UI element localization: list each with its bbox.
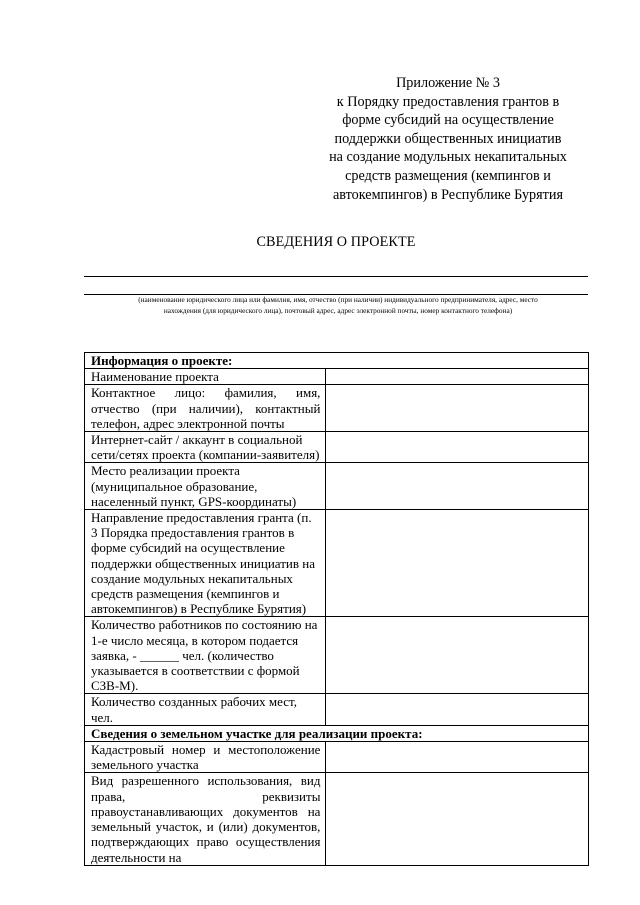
row-value-cell[interactable] xyxy=(326,385,589,432)
row-label: Вид разрешенного использования, вид права, реквизиты правоустанавливающих документов на земельный участок, и (или) документов, подтверждающих право осуществления деятельности на xyxy=(85,773,326,865)
row-label: Контактное лицо: фамилия, имя, отчество (при наличии), контактный телефон, адрес электронной почты xyxy=(85,385,326,432)
table-row xyxy=(85,773,589,865)
row-value-cell[interactable] xyxy=(326,773,589,865)
row-label: Место реализации проекта (муниципальное образование, населенный пункт, GPS-координаты) xyxy=(85,463,326,510)
document-title: СВЕДЕНИЯ О ПРОЕКТЕ xyxy=(256,234,416,250)
table-row xyxy=(85,432,589,463)
appendix-line: к Порядку предоставления грантов в xyxy=(336,93,560,110)
section-header-land-plot: Сведения о земельном участке для реализации проекта: xyxy=(85,725,589,741)
appendix-line: автокемпингов) в Республике Бурятия xyxy=(332,186,563,203)
caption-line: (наименование юридического лица или фамилия, имя, отчество (при наличии) индивидуального предпринимателя, адрес, место xyxy=(138,295,538,304)
row-value-cell[interactable] xyxy=(326,463,589,510)
table-row xyxy=(85,385,589,432)
section-header-row xyxy=(85,353,589,369)
row-label: Количество созданных рабочих мест, чел. xyxy=(85,694,326,725)
row-label: Кадастровый номер и местоположение земельного участка xyxy=(85,742,326,773)
applicant-caption xyxy=(88,295,588,316)
table-row xyxy=(85,694,589,725)
table-row xyxy=(85,463,589,510)
appendix-header xyxy=(314,74,582,204)
table-row xyxy=(85,617,589,694)
row-value-cell[interactable] xyxy=(326,617,589,694)
project-info-table xyxy=(84,352,589,866)
table-row xyxy=(85,369,589,385)
row-value-cell[interactable] xyxy=(326,369,589,385)
appendix-line: поддержки общественных инициатив xyxy=(334,130,562,147)
row-value-cell[interactable] xyxy=(326,742,589,773)
appendix-line: на создание модульных некапитальных xyxy=(329,149,567,166)
row-value-cell[interactable] xyxy=(326,694,589,725)
row-label: Количество работников по состоянию на 1-е число месяца, в котором подается заявка, - ______ чел. (количество указывается в соответствии с формой СЗВ-М). xyxy=(85,617,326,694)
caption-line: нахождения (для юридического лица), почтовый адрес, адрес электронной почты, номер контактного телефона) xyxy=(163,305,513,315)
row-label: Направление предоставления гранта (п. 3 Порядка предоставления грантов в форме субсидий на осуществление поддержки общественных инициатив на создание модульных некапитальных средств размещения (кемпингов и автокемпингов) в Республике Бурятия) xyxy=(85,510,326,617)
appendix-line: средств размещения (кемпингов и xyxy=(345,167,551,184)
appendix-line: Приложение № 3 xyxy=(396,75,500,91)
table-row xyxy=(85,510,589,617)
section-header-row xyxy=(85,725,589,741)
appendix-line: форме субсидий на осуществление xyxy=(342,112,554,129)
row-value-cell[interactable] xyxy=(326,432,589,463)
table-row xyxy=(85,742,589,773)
section-header-project-info: Информация о проекте: xyxy=(85,353,589,369)
row-value-cell[interactable] xyxy=(326,510,589,617)
fill-in-line-1 xyxy=(84,276,588,277)
row-label: Интернет-сайт / аккаунт в социальной сети/сетях проекта (компании-заявителя) xyxy=(85,432,326,463)
row-label: Наименование проекта xyxy=(85,369,326,385)
